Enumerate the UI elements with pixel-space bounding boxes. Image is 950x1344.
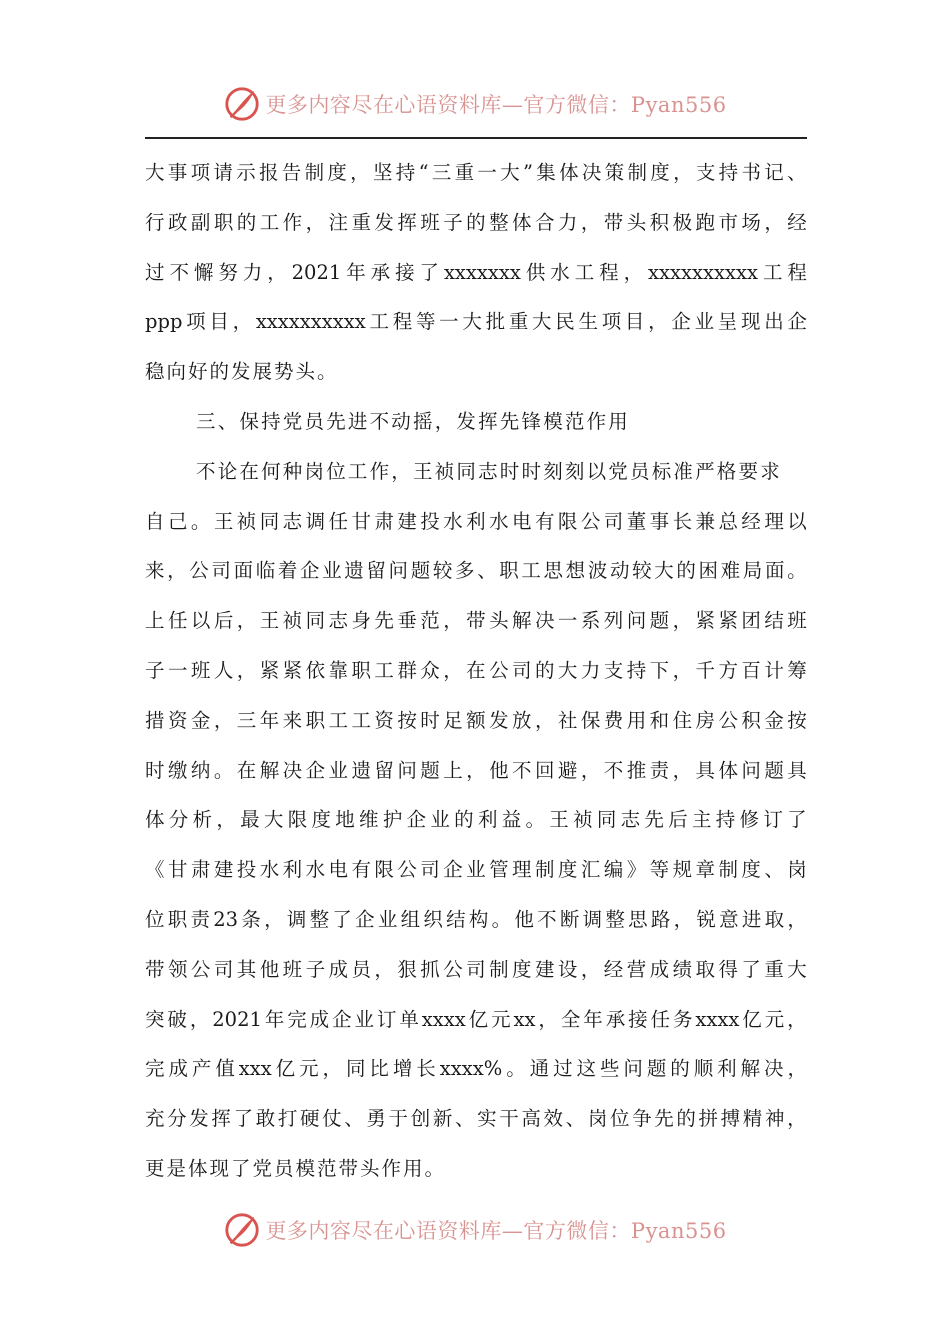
banner-text: 更多内容尽在心语资料库—官方微信：Pyan556 [265, 93, 727, 117]
footer-banner [0, 1208, 950, 1252]
text-line: 子 一 班 人 ， 紧 紧 依 靠 职 工 群 众 ， 在 公 司 的 大 力 支 持 下 ， 千 方 百 计 筹 [145, 658, 807, 682]
text-line: 位 职 责 23 条 ， 调 整 了 企 业 组 织 结 构 。 他 不 断 调 整 思 路 ， 锐 意 进 取 ， [145, 907, 807, 931]
text-line: 时 缴 纳 。 在 解 决 企 业 遗 留 问 题 上 ， 他 不 回 避 ， 不 推 责 ， 具 体 问 题 具 [145, 758, 807, 782]
text-line: 自 己 。 王 祯 同 志 调 任 甘 肃 建 投 水 利 水 电 有 限 公 司 董 事 长 兼 总 经 理 以 [145, 509, 807, 533]
text-line: 大 事 项 请 示 报 告 制 度 ， 坚 持 “ 三 重 一 大 ” 集 体 决 策 制 度 ， 支 持 书 记 、 [145, 161, 807, 184]
text-line: 体 分 析 ， 最 大 限 度 地 维 护 企 业 的 利 益 。 王 祯 同 志 先 后 主 持 修 订 了 [145, 808, 807, 832]
text-line: 稳向好的发展势头。 [145, 360, 339, 384]
header-banner [0, 82, 950, 126]
document-body [145, 148, 807, 1194]
quill-logo-icon [223, 85, 261, 123]
text-line: 突 破 ， 2021 年 完 成 企 业 订 单 xxxx 亿 元 xx ， 全 年 承 接 任 务 xxxx 亿 元 ， [145, 1007, 807, 1031]
quill-logo-icon [223, 1211, 261, 1249]
text-line: 完 成 产 值 xxx 亿 元 ， 同 比 增 长 xxxx% 。 通 过 这 些 问 题 的 顺 利 解 决 ， [145, 1057, 807, 1081]
text-line: 行 政 副 职 的 工 作 ， 注 重 发 挥 班 子 的 整 体 合 力 ， 带 头 积 极 跑 市 场 ， 经 [145, 210, 807, 234]
text-line: 带 领 公 司 其 他 班 子 成 员 ， 狠 抓 公 司 制 度 建 设 ， 经 营 成 绩 取 得 了 重 大 [145, 957, 807, 981]
section-heading: 三、保持党员先进不动摇，发挥先锋模范作用 [196, 409, 631, 433]
text-line: 充 分 发 挥 了 敢 打 硬 仗 、 勇 于 创 新 、 实 干 高 效 、 岗 位 争 先 的 拼 搏 精 神 ， [145, 1107, 807, 1131]
banner-text: 更多内容尽在心语资料库—官方微信：Pyan556 [265, 1219, 727, 1243]
text-line: ppp 项 目 ， xxxxxxxxxx 工 程 等 一 大 批 重 大 民 生 项 目 ， 企 业 呈 现 出 企 [145, 310, 807, 334]
text-line: 《 甘 肃 建 投 水 利 水 电 有 限 公 司 企 业 管 理 制 度 汇 编 》 等 规 章 制 度 、 岗 [145, 858, 807, 882]
text-line: 措 资 金 ， 三 年 来 职 工 工 资 按 时 足 额 发 放 ， 社 保 费 用 和 住 房 公 积 金 按 [145, 708, 807, 732]
text-line: 来 ， 公 司 面 临 着 企 业 遗 留 问 题 较 多 、 职 工 思 想 波 动 较 大 的 困 难 局 面 。 [145, 559, 807, 583]
text-line: 上 任 以 后 ， 王 祯 同 志 身 先 垂 范 ， 带 头 解 决 一 系 列 问 题 ， 紧 紧 团 结 班 [145, 609, 807, 633]
text-line: 更是体现了党员模范带头作用。 [145, 1156, 447, 1180]
header-divider [145, 137, 807, 139]
text-line: 不论在何种岗位工作，王祯同志时时刻刻以党员标准严格要求 [196, 459, 782, 483]
text-line: 过 不 懈 努 力 ， 2021 年 承 接 了 xxxxxxx 供 水 工 程 ， xxxxxxxxxx 工 程 [145, 260, 807, 284]
